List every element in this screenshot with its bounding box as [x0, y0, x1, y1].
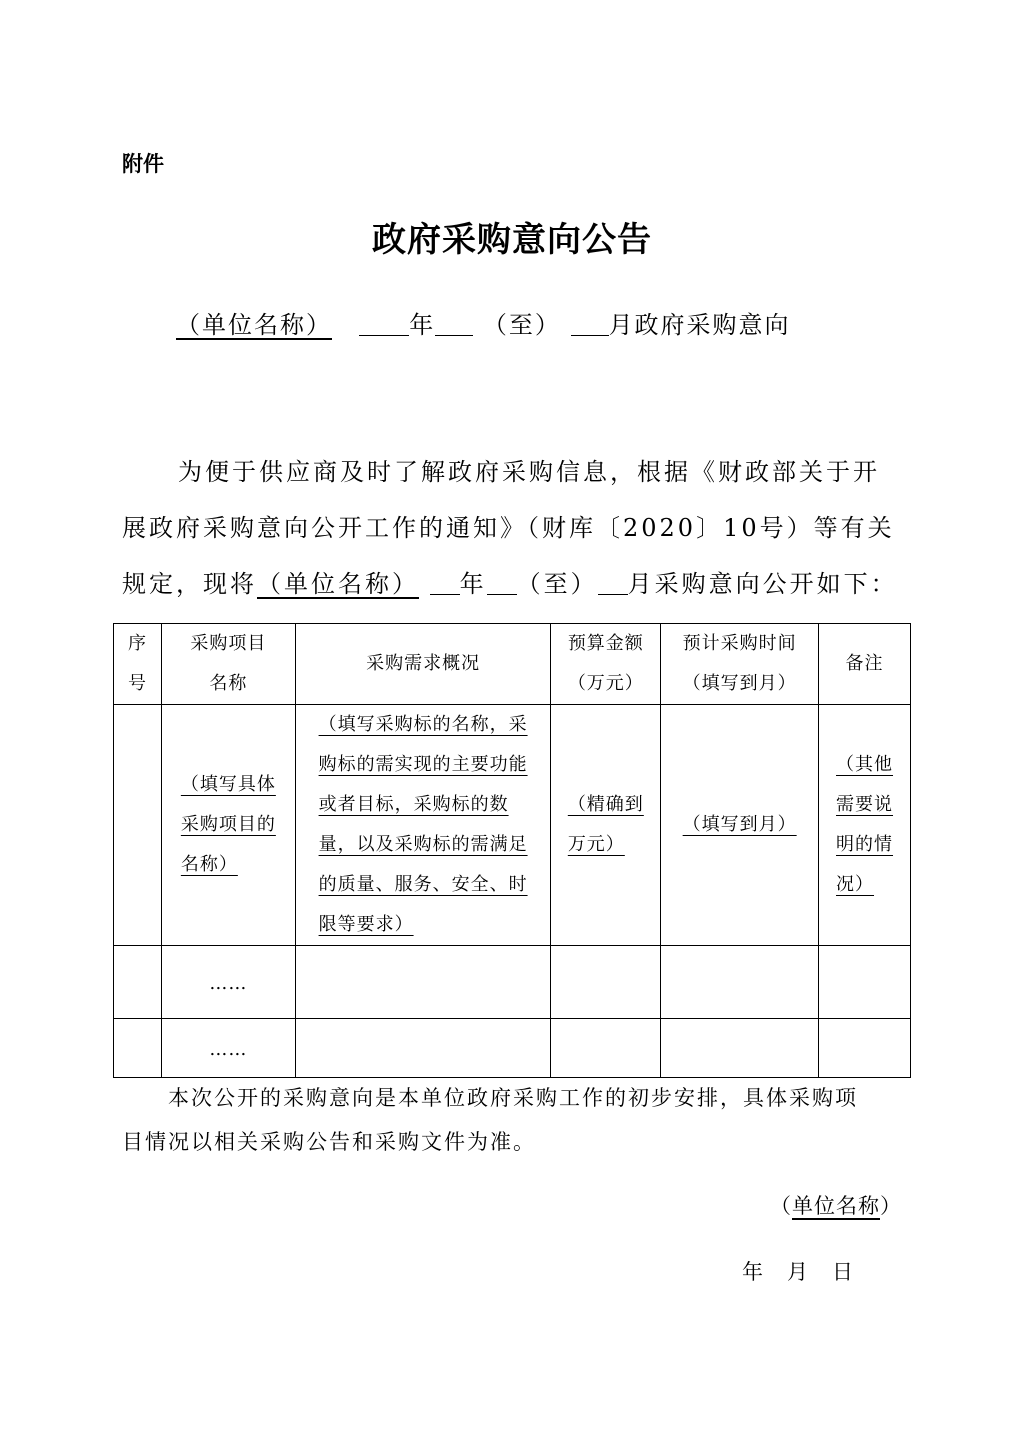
procurement-table: [113, 623, 911, 1078]
closing-line-1: 本次公开的采购意向是本单位政府采购工作的初步安排，具体采购项: [168, 1086, 858, 1110]
row2-budget: [551, 946, 661, 1019]
subtitle-unit-name: （单位名称）: [176, 311, 332, 339]
row3-budget: [551, 1019, 661, 1078]
intro-unit-name: （单位名称）: [257, 570, 419, 598]
header-time: 预计采购时间 （填写到月）: [661, 624, 819, 705]
row3-seq: [114, 1019, 162, 1078]
row3-time: [661, 1019, 819, 1078]
header-seq: 序 号: [114, 624, 162, 705]
intro-line-3: [122, 556, 902, 612]
row3-demand: [295, 1019, 551, 1078]
date-year: 年: [742, 1260, 763, 1284]
subtitle-to-label: （至）: [482, 311, 561, 339]
intro-to-label: （至）: [516, 570, 598, 598]
signature-date: [742, 1256, 853, 1286]
intro-paragraph: [122, 444, 902, 612]
date-month: 月: [787, 1260, 808, 1284]
row2-demand: [295, 946, 551, 1019]
intro-line-2: 展政府采购意向公开工作的通知》（财库〔2020〕10号）等有关: [122, 514, 895, 542]
attachment-label: 附件: [122, 152, 164, 176]
subtitle-year-blank: [359, 311, 409, 336]
subtitle-tail: 月政府采购意向: [608, 311, 791, 339]
row3-remark: [819, 1019, 911, 1078]
table-header-row: [114, 624, 911, 705]
subtitle-year-blank-2: [435, 311, 473, 336]
row2-remark: [819, 946, 911, 1019]
table-row: [114, 946, 911, 1019]
row1-project-name: （填写具体 采购项目的 名称）: [161, 705, 295, 946]
row1-remark: （其他 需要说 明的情 况）: [819, 705, 911, 946]
row1-time: （填写到月）: [661, 705, 819, 946]
header-remark: 备注: [819, 624, 911, 705]
intro-year-blank: [430, 570, 460, 595]
table-row: [114, 705, 911, 946]
header-budget: 预算金额 （万元）: [551, 624, 661, 705]
signature-unit: （单位名称）: [770, 1194, 902, 1218]
intro-line-1: 为便于供应商及时了解政府采购信息，根据《财政部关于开: [178, 458, 880, 486]
row3-project-name: ……: [161, 1019, 295, 1078]
intro-year-label: 年: [459, 570, 487, 598]
header-demand: 采购需求概况: [295, 624, 551, 705]
document-title: 政府采购意向公告: [372, 220, 652, 260]
row1-demand: （填写采购标的名称，采 购标的需实现的主要功能 或者目标，采购标的数 量，以及采购标的需满足 的质量、服务、安全、时 限等要求）: [295, 705, 551, 946]
row2-time: [661, 946, 819, 1019]
intro-month-blank: [598, 570, 628, 595]
row1-budget: （精确到 万元）: [551, 705, 661, 946]
subtitle: [176, 305, 791, 340]
closing-line-2: 目情况以相关采购公告和采购文件为准。: [122, 1130, 536, 1154]
intro-year-blank-2: [487, 570, 517, 595]
row2-project-name: ……: [161, 946, 295, 1019]
subtitle-month-blank: [571, 311, 609, 336]
intro-line-3-prefix: 规定，现将: [122, 570, 257, 598]
signature-unit-name: 单位名称: [792, 1194, 880, 1218]
closing-paragraph: [122, 1076, 902, 1164]
row2-seq: [114, 946, 162, 1019]
subtitle-year-label: 年: [409, 311, 436, 339]
header-project-name: 采购项目 名称: [161, 624, 295, 705]
intro-line-3-tail: 月采购意向公开如下：: [627, 570, 898, 598]
date-day: 日: [832, 1260, 853, 1284]
row1-seq: [114, 705, 162, 946]
table-row: [114, 1019, 911, 1078]
